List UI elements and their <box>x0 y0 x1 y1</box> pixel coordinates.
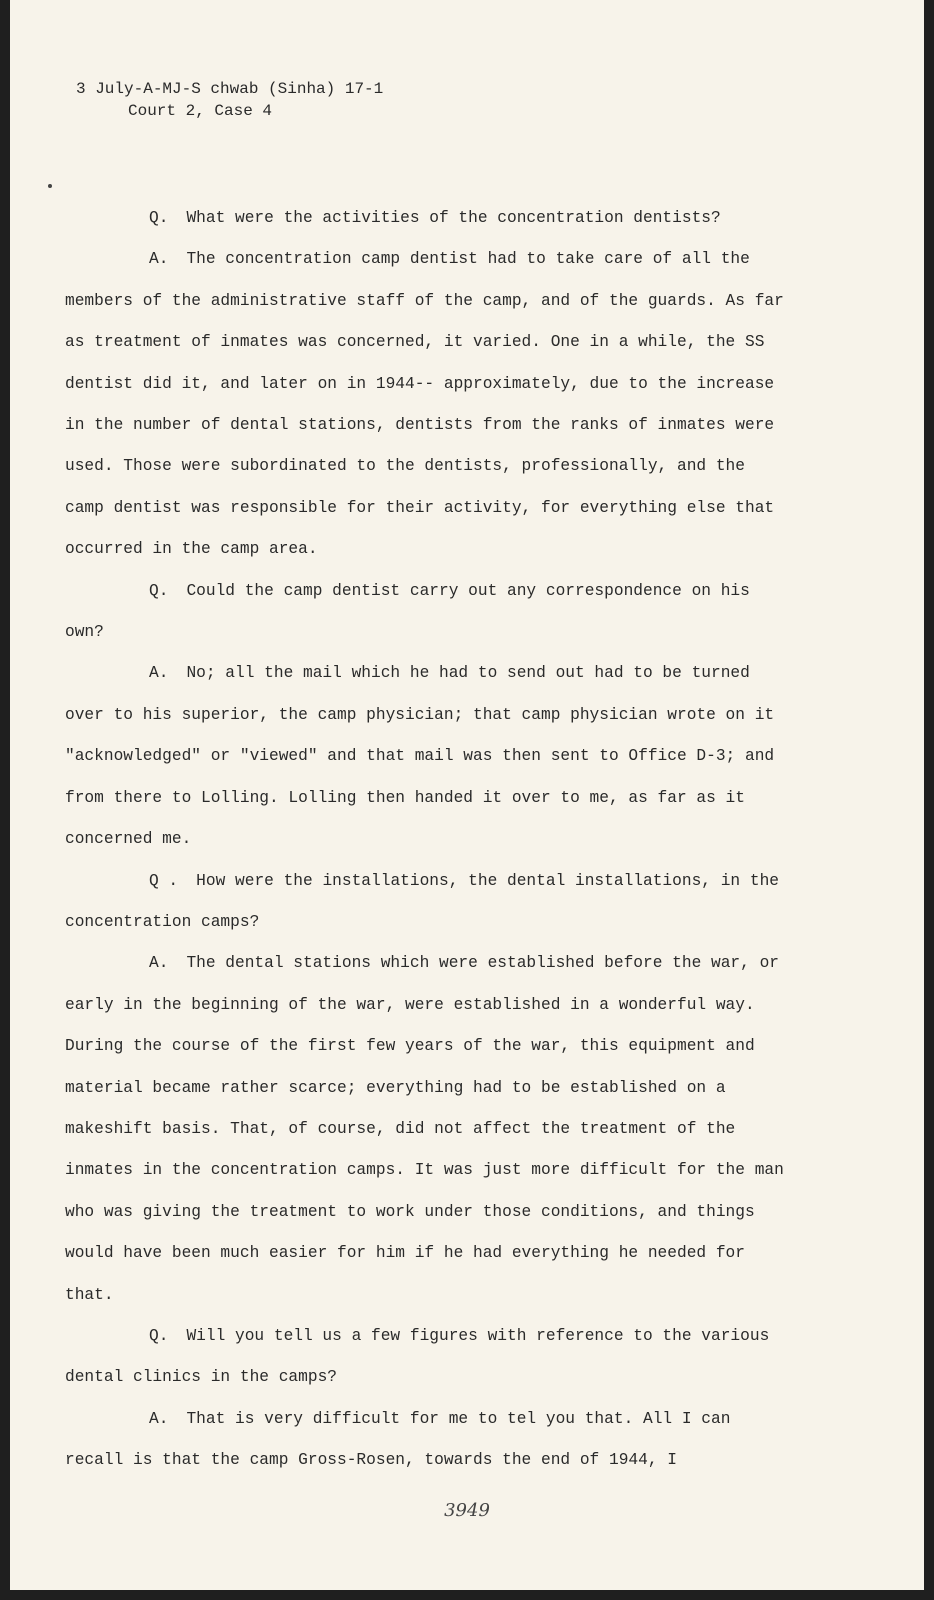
paragraph-text: The concentration camp dentist had to take care of all the members of the administrative staff of the camp, and of the guards. As far as treatment of inmates was concerned, it varied. One in a while, the SS dentist did it, and later on in 1944-- approximately, due to the increase in the number of dental stations, dentists from the ranks of inmates were used. Those were subordinated to the dentists, professionally, and the camp dentist was responsible for their activity, for everything else that occurred in the camp area. <box>65 250 784 559</box>
paragraph-text: How were the installations, the dental installations, in the concentration camps? <box>65 871 780 931</box>
document-header <box>76 78 383 122</box>
speaker-label: A. <box>149 250 169 269</box>
speaker-label: Q. <box>149 1326 169 1345</box>
document-page <box>10 0 924 1590</box>
question-paragraph <box>65 571 785 654</box>
transcript-body <box>65 198 785 1482</box>
page-number: 3949 <box>444 1500 490 1521</box>
question-paragraph <box>65 1316 785 1399</box>
answer-paragraph <box>65 943 785 1316</box>
header-line-2: Court 2, Case 4 <box>128 102 273 120</box>
paragraph-text: That is very difficult for me to tel you that. All I can recall is that the camp Gross-Rosen, towards the end of 1944, I <box>65 1409 731 1470</box>
answer-paragraph <box>65 653 785 860</box>
paragraph-text: What were the activities of the concentration dentists? <box>186 209 721 227</box>
ink-mark <box>48 184 52 188</box>
header-line-1: 3 July-A-MJ-S chwab (Sinha) 17-1 <box>76 80 384 98</box>
speaker-label: A. <box>149 664 169 683</box>
answer-paragraph <box>65 1399 785 1482</box>
speaker-label: A. <box>149 1409 169 1428</box>
question-paragraph <box>65 861 785 944</box>
answer-paragraph <box>65 239 785 570</box>
paragraph-text: Could the camp dentist carry out any correspondence on his own? <box>65 581 750 642</box>
speaker-label: Q. <box>149 581 169 600</box>
paragraph-text: No; all the mail which he had to send out had to be turned over to his superior, the camp physician; that camp physician wrote on it "acknowledged" or "viewed" and that mail was then sent to Office D-3; and from there to Lolling. Lolling then handed it over to me, as far as it concerned me. <box>65 664 775 849</box>
speaker-label: Q. <box>149 209 169 227</box>
paragraph-text: The dental stations which were established before the war, or early in the beginning of the war, were established in a wonderful way. During the course of the first few years of the war, this equipment and material became rather scarce; everything had to be established on a makeshift basis. That, of course, did not affect the treatment of the inmates in the concentration camps. It was just more difficult for the man who was giving the treatment to work under those conditions, and things would have been much easier for him if he had everything he needed for that. <box>65 954 784 1304</box>
speaker-label: A. <box>149 954 169 973</box>
question-paragraph <box>65 198 785 239</box>
speaker-label: Q . <box>149 871 179 890</box>
paragraph-text: Will you tell us a few figures with reference to the various dental clinics in the camps? <box>65 1326 770 1387</box>
